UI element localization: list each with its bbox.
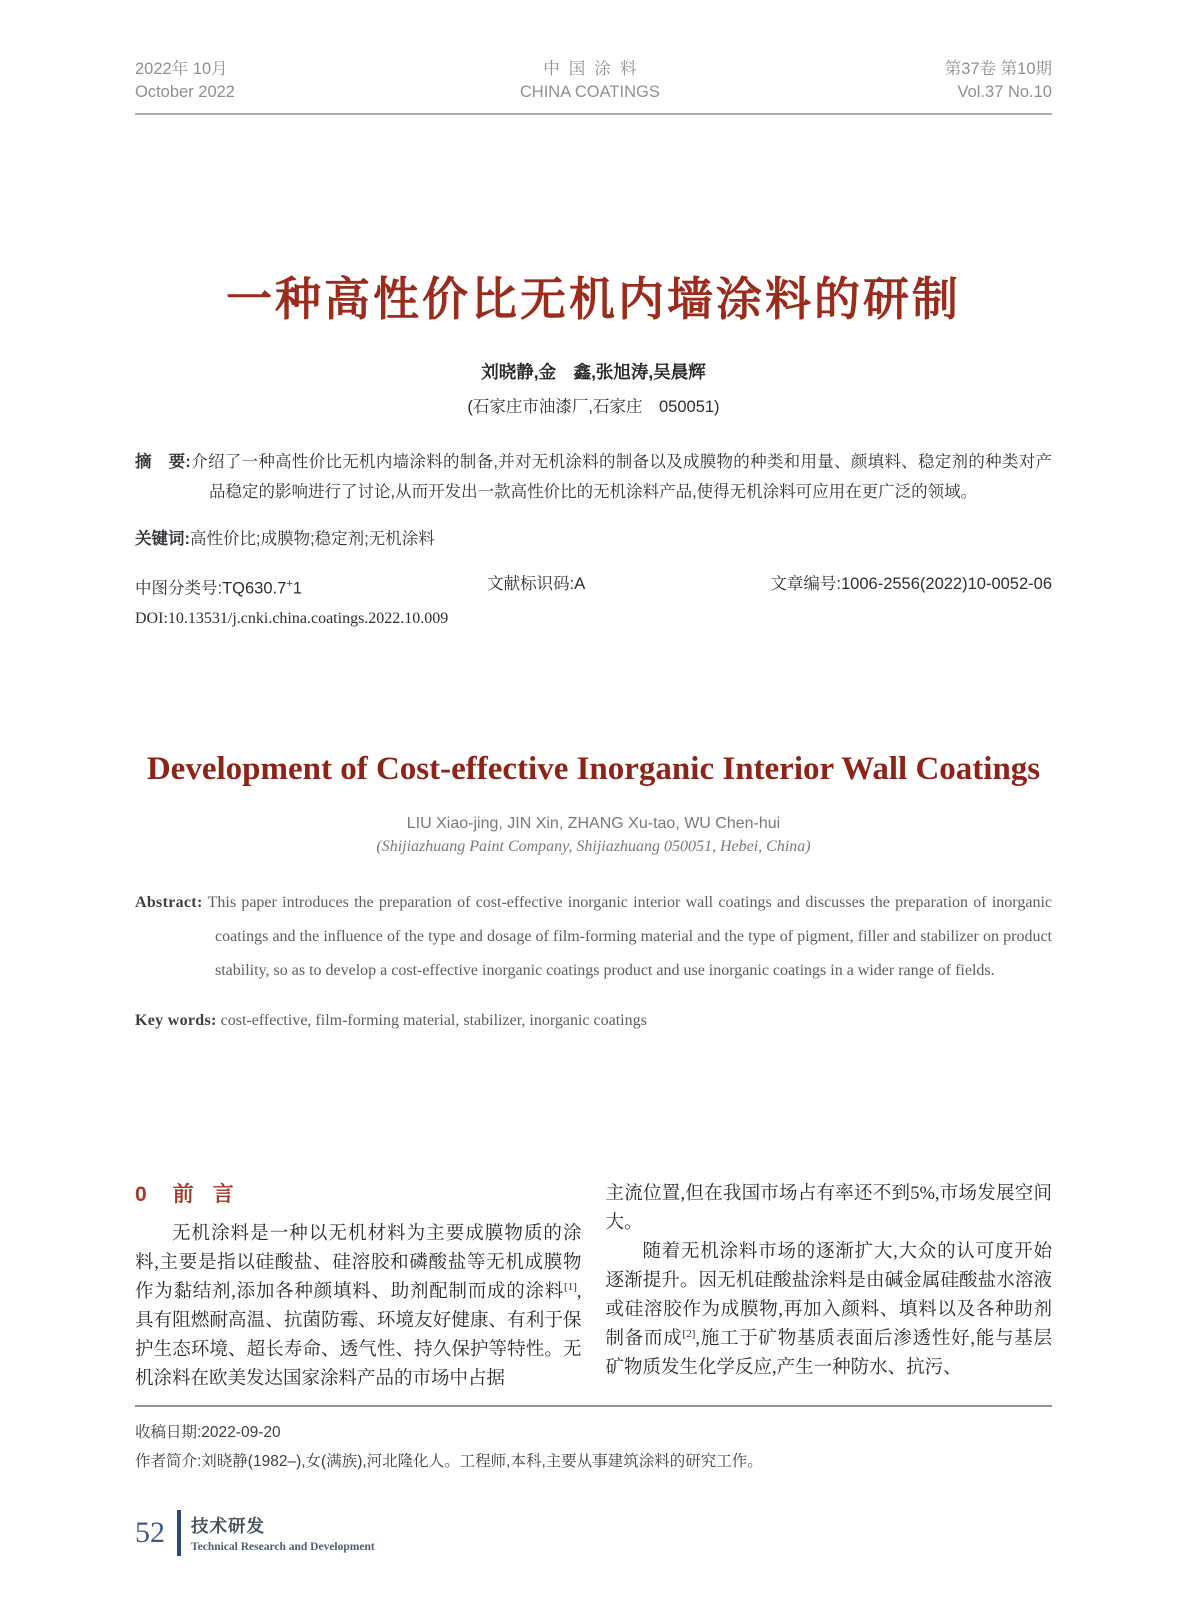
doi: DOI:10.13531/j.cnki.china.coatings.2022.10.009	[135, 609, 449, 627]
abstract-text-zh: 介绍了一种高性价比无机内墙涂料的制备,并对无机涂料的制备以及成膜物的种类和用量、颜填料、稳定剂的种类对产品稳定的影响进行了讨论,从而开发出一款高性价比的无机涂料产品,使得无机涂料可应用在更广泛的领域。	[190, 453, 1052, 502]
abstract-zh	[135, 447, 1052, 507]
keywords-label-en: Key words:	[135, 1011, 217, 1029]
keywords-zh	[135, 524, 1052, 554]
header-journal-en: CHINA COATINGS	[519, 83, 660, 102]
header-volume-zh: 第37卷 第10期	[944, 60, 1052, 78]
paragraph-1: 无机涂料是一种以无机材料为主要成膜物质的涂料,主要是指以硅酸盐、硅溶胶和磷酸盐等无机成膜物作为黏结剂,添加各种颜填料、助剂配制而成的涂料[1],具有阻燃耐高温、抗菌防霉、环境友好健康、有利于保护生态环境、超长寿命、透气性、持久保护等特性。无机涂料在欧美发达国家涂料产品的市场中占据	[135, 1223, 582, 1389]
footer-divider-bar	[177, 1510, 181, 1556]
journal-header	[135, 58, 1052, 115]
footnote	[135, 1405, 1052, 1476]
authors-zh: 刘晓静,金 鑫,张旭涛,吴晨辉	[481, 362, 706, 383]
page-footer	[135, 1510, 1052, 1556]
author-bio: 作者简介:刘晓静(1982–),女(满族),河北隆化人。工程师,本科,主要从事建筑涂料的研究工作。	[135, 1452, 763, 1470]
page-number: 52	[135, 1515, 165, 1549]
body-column-left	[135, 1180, 582, 1394]
affiliation-zh: (石家庄市油漆厂,石家庄 050051)	[467, 398, 720, 417]
header-journal-name	[520, 58, 660, 104]
clc-number	[135, 570, 302, 603]
meta-row	[135, 570, 1052, 603]
abstract-label-en: Abstract:	[135, 893, 203, 911]
article-id: 文章编号:1006-2556(2022)10-0052-06	[770, 575, 1052, 594]
header-volume-issue	[945, 58, 1052, 104]
clc-base: TQ630.7	[222, 579, 287, 598]
header-date-en: October 2022	[135, 83, 235, 102]
article-title-en: Development of Cost-effective Inorganic Interior Wall Coatings	[146, 750, 1041, 787]
paragraph-1-continued: 主流位置,但在我国市场占有率还不到5%,市场发展空间大。	[605, 1183, 1052, 1233]
received-date: 收稿日期:2022-09-20	[135, 1423, 281, 1441]
header-issue-date	[135, 58, 235, 104]
clc-sup: +	[286, 578, 293, 591]
authors-en: LIU Xiao-jing, JIN Xin, ZHANG Xu-tao, WU Chen-hui	[406, 814, 781, 832]
keywords-text-zh: 高性价比;成膜物;稳定剂;无机涂料	[190, 529, 435, 548]
keywords-label-zh: 关键词:	[135, 529, 190, 548]
header-date-zh: 2022年 10月	[135, 60, 228, 78]
document-code: 文献标识码:A	[487, 575, 586, 594]
paragraph-2: 随着无机涂料市场的逐渐扩大,大众的认可度开始逐渐提升。因无机硅酸盐涂料是由碱金属硅酸盐水溶液或硅溶胶作为成膜物,再加入颜料、填料以及各种助剂制备而成[2],施工于矿物基质表面后渗透性好,能与基层矿物质发生化学反应,产生一种防水、抗污、	[605, 1241, 1052, 1378]
section-heading	[135, 1180, 582, 1209]
header-volume-en: Vol.37 No.10	[957, 83, 1052, 102]
keywords-text-en: cost-effective, film-forming material, stabilizer, inorganic coatings	[220, 1011, 647, 1029]
clc-label: 中图分类号:	[135, 579, 223, 598]
affiliation-en: (Shijiazhuang Paint Company, Shijiazhuang 050051, Hebei, China)	[376, 837, 811, 855]
article-title-zh: 一种高性价比无机内墙涂料的研制	[226, 273, 961, 326]
header-journal-zh: 中国涂料	[543, 60, 646, 78]
section-title: 前言	[172, 1182, 253, 1206]
clc-tail: 1	[292, 579, 302, 598]
abstract-en	[135, 886, 1052, 988]
body-column-right	[606, 1180, 1053, 1394]
body-columns	[135, 1180, 1052, 1394]
abstract-body-en: This paper introduces the preparation of cost-effective inorganic interior wall coatings and discusses the preparation of inorganic coatings and the influence of the type and dosage of film-forming material and the type of pigment, filler and stabilizer on product stability, so as to develop a cost-effective inorganic coatings product and use inorganic coatings in a wider range of fields.	[207, 893, 1052, 979]
footer-column-info	[191, 1513, 375, 1553]
keywords-en	[135, 1004, 1052, 1038]
footer-column-en: Technical Research and Development	[191, 1540, 375, 1553]
abstract-label-zh: 摘 要:	[135, 453, 191, 472]
section-number: 0	[135, 1182, 147, 1206]
footer-column-zh: 技术研发	[191, 1515, 265, 1536]
